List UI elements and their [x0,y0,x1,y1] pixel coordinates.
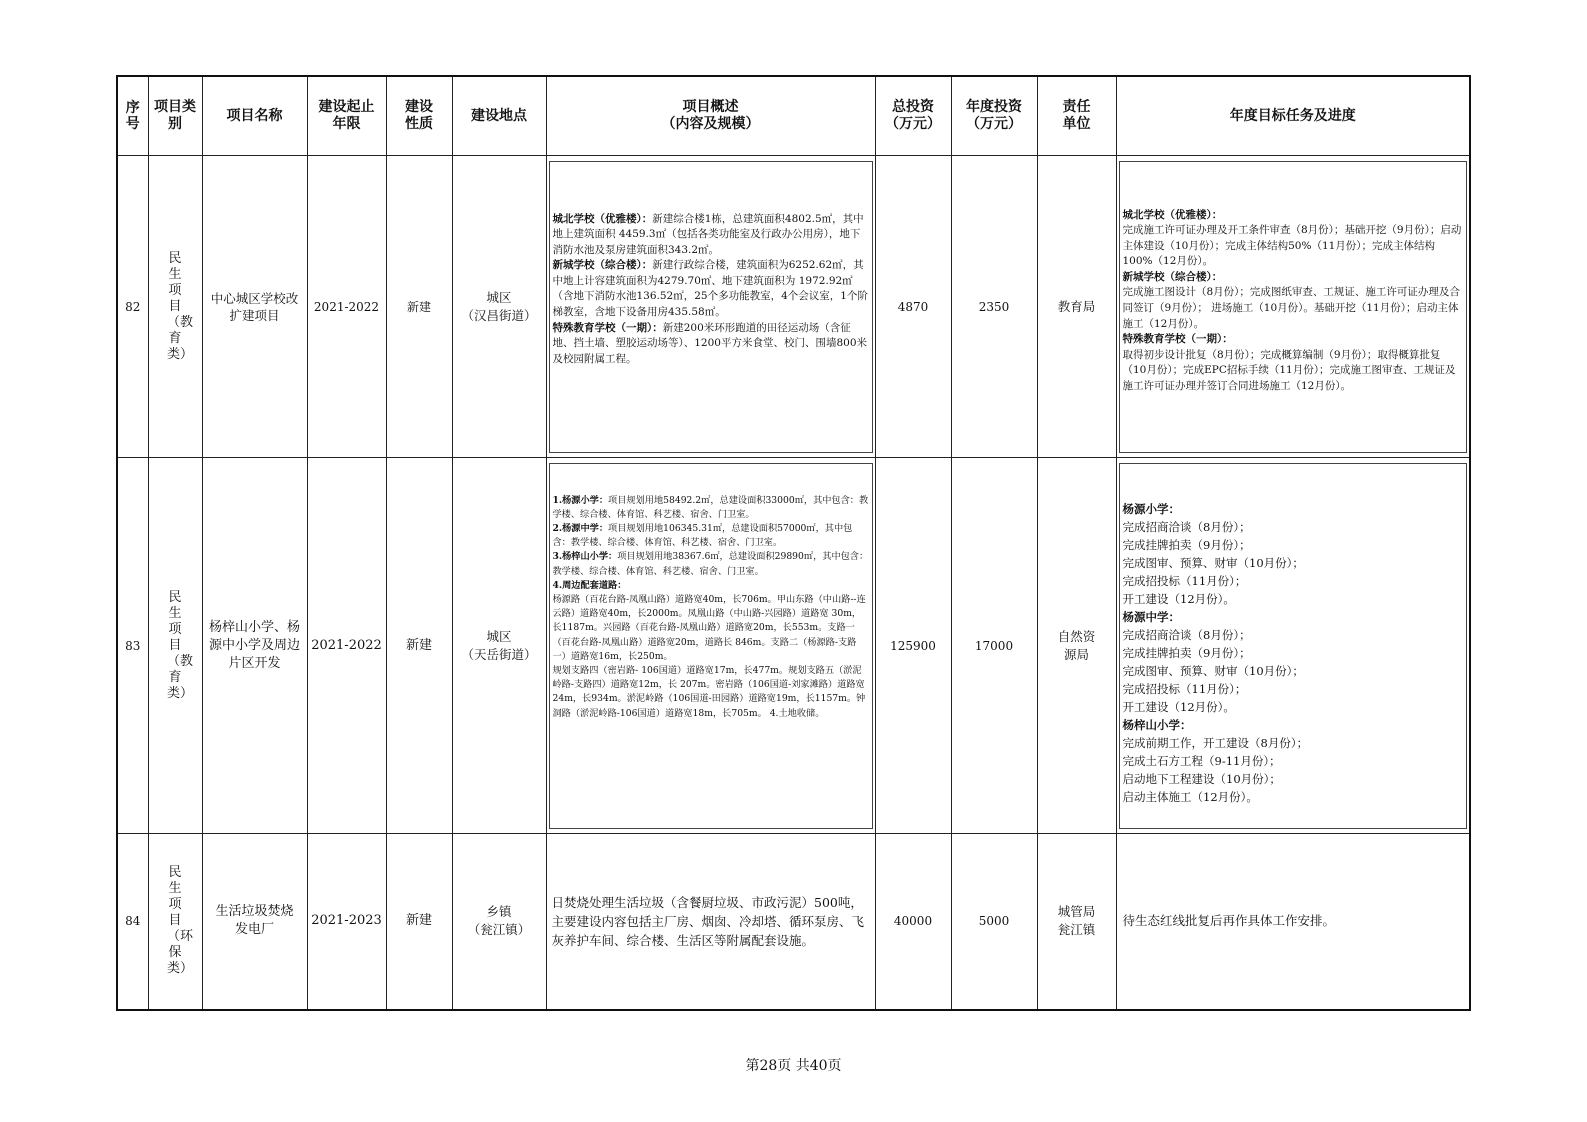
paragraph-text: 完成挂牌拍卖（9月份）； [1122,537,1251,552]
paragraph-text: 完成招投标（11月份）； [1122,573,1247,588]
paragraph-text: 新建200米环形跑道的田径运动场（含征地、挡土墙、塑胶运动场等）、1200平方米食堂、校门、围墙800米及校园附属工程。 [552,321,868,365]
goals-box [1119,161,1468,453]
paragraph [1123,590,1464,608]
location-street: （瓮江镇） [467,922,531,938]
goals-text [1117,912,1470,930]
overview-box [549,161,873,453]
location-area: 城区 [486,289,512,305]
paragraph [1123,270,1464,286]
cell-category: 民生项目（教育类） [148,458,202,834]
cell-location [452,156,546,458]
header-annual-investment-title: 年度投资 [966,99,1022,115]
header-nature: 建设性质 [386,76,452,156]
paragraph [1123,626,1464,644]
cell-category: 民生项目（环保类） [148,834,202,1010]
cell-responsible-unit: 教育局 [1037,156,1116,458]
paragraph-heading: 杨源中学： [1122,609,1180,624]
paragraph-heading: 3.杨梓山小学： [552,551,618,563]
cell-overview [546,834,875,1010]
cell-responsible-unit: 自然资源局 [1037,458,1116,834]
location-area: 城区 [486,628,512,644]
paragraph [1123,662,1464,680]
paragraph [553,593,869,664]
cell-period: 2021-2023 [307,834,386,1010]
header-overview-sub: （内容及规模） [661,116,760,132]
overview-box [549,463,873,829]
paragraph-text: 日焚烧处理生活垃圾（含餐厨垃圾、市政污泥）500吨，主要建设内容包括主厂房、烟囱、冷却塔、循环泵房、飞灰养护车间、综合楼、生活区等附属配套设施。 [551,894,865,948]
cell-period: 2021-2022 [307,156,386,458]
paragraph [1123,770,1464,788]
cell-seq: 83 [117,458,148,834]
overview-text [547,893,875,950]
goals-box [1119,463,1468,829]
paragraph-heading: 城北学校（优雅楼）： [1122,208,1223,221]
paragraph [553,321,869,368]
paragraph-text: 新建综合楼1栋，总建筑面积4802.5㎡，其中地上建筑面积 4459.3㎡（包括各类功能室及行政办公用房），地下消防水池及泵房建筑面积343.2㎡。 [552,212,864,256]
paragraph [1123,285,1464,332]
cell-name: 杨梓山小学、杨源中小学及周边片区开发 [202,458,307,834]
cell-responsible-unit: 城管局瓮江镇 [1037,834,1116,1010]
cell-overview [546,156,875,458]
header-goals: 年度目标任务及进度 [1116,76,1470,156]
cell-location [452,834,546,1010]
paragraph [1123,536,1464,554]
paragraph-text: 项目规划用地58492.2㎡，总建设面积33000㎡，其中包含：教学楼、综合楼、体育馆、科艺楼、宿舍、门卫室。 [552,494,869,520]
cell-annual-investment: 17000 [951,458,1037,834]
cell-overview [546,458,875,834]
cell-total-investment: 4870 [875,156,951,458]
paragraph [553,494,869,522]
paragraph-text: 项目规划用地106345.31㎡，总建设面积57000㎡，其中包含：教学楼、综合楼、体育馆、科艺楼、宿舍、门卫室。 [552,522,853,549]
paragraph [1123,644,1464,662]
paragraph-text: 开工建设（12月份）。 [1122,699,1235,714]
header-seq: 序号 [117,76,148,156]
cell-goals [1116,156,1470,458]
paragraph-heading: 特殊教育学校（一期）： [552,321,663,334]
cell-goals [1116,834,1470,1010]
page-footer: 第28页 共40页 [745,1058,842,1074]
header-category: 项目类别 [148,76,202,156]
header-annual-investment-unit: （万元） [966,116,1022,132]
cell-total-investment: 40000 [875,834,951,1010]
cell-category: 民生项目（教育类） [148,156,202,458]
cell-seq: 84 [117,834,148,1010]
paragraph-heading: 杨源小学： [1122,501,1180,516]
paragraph [1123,332,1464,348]
paragraph [1123,518,1464,536]
location-street: （天岳街道） [461,646,537,662]
paragraph-heading: 2.杨源中学： [552,522,609,534]
paragraph-text: 完成施工许可证办理及开工条件审查（8月份）；基础开挖（9月份）；启动主体建设（10月份）；完成主体结构50%（11月份）；完成主体结构100%（12月份）。 [1122,224,1462,268]
paragraph-heading: 新城学校（综合楼）： [552,259,653,272]
cell-nature: 新建 [386,156,452,458]
paragraph [1123,698,1464,716]
paragraph [1123,223,1464,270]
paragraph [553,212,869,259]
paragraph-text: 完成前期工作，开工建设（8月份）； [1122,735,1309,750]
paragraph-text: 完成挂牌拍卖（9月份）； [1122,645,1251,660]
cell-annual-investment: 5000 [951,834,1037,1010]
cell-total-investment: 125900 [875,458,951,834]
paragraph [1123,788,1464,806]
paragraph [553,579,869,593]
paragraph-text: 完成招商洽谈（8月份）； [1122,519,1251,534]
cell-annual-investment: 2350 [951,156,1037,458]
paragraph-heading: 城北学校（优雅楼）： [552,212,653,225]
cell-nature: 新建 [386,458,452,834]
cell-seq: 82 [117,156,148,458]
paragraph [1123,608,1464,626]
table-header-row [117,76,1470,156]
header-overview [546,76,875,156]
cell-name: 生活垃圾焚烧发电厂 [202,834,307,1010]
table-row [117,156,1470,458]
paragraph-text: 新建行政综合楼，建筑面积为6252.62㎡，其中地上计容建筑面积为4279.70㎡、地下建筑面积为 1972.92㎡（含地下消防水池136.52㎡，25个多功能教室，4个会议室，1个阶梯教室，含地下设备用房435.58㎡。 [552,259,868,319]
header-annual-investment [951,76,1037,156]
paragraph [1123,572,1464,590]
header-responsible-unit: 责任单位 [1037,76,1116,156]
table-row [117,458,1470,834]
paragraph-text: 完成图审、预算、财审（10月份）； [1122,663,1304,678]
paragraph-heading: 特殊教育学校（一期）： [1122,333,1233,346]
paragraph-text: 取得初步设计批复（8月份）；完成概算编制（9月份）；取得概算批复（10月份）；完成EPC招标手续（11月份）；完成施工图审查、工规证及施工许可证办理并签订合同进场施工（12月份）。 [1122,348,1456,393]
paragraph-text: 完成土石方工程（9-11月份）； [1122,753,1281,768]
paragraph-text: 启动主体施工（12月份）。 [1122,789,1258,804]
location-street: （汉昌街道） [461,307,537,323]
paragraph [1123,208,1464,224]
paragraph [553,664,869,721]
paragraph-text: 项目规划用地38367.6㎡，总建设面积29890㎡，其中包含：教学楼、综合楼、体育馆、科艺楼、宿舍、门卫室。 [552,551,869,577]
paragraph-heading: 1.杨源小学： [552,494,609,506]
paragraph [1123,912,1464,930]
header-name: 项目名称 [202,76,307,156]
paragraph [553,550,869,578]
paragraph-text: 规划支路四（密岩路- 106国道）道路宽17m，长477m。规划支路五（淤泥岭路-支路四）道路宽12m，长 207m。密岩路（106国道-刘家滩路）道路宽24m，长934m。淤泥岭路（106国道-田园路）道路宽19m，长1157m。钟洞路（淤泥岭路-106国道）道路宽18m，长705m。 4.土地收储。 [552,664,866,719]
paragraph-text: 完成招投标（11月份）； [1122,681,1247,696]
table-body [117,156,1470,1010]
header-total-investment [875,76,951,156]
header-period: 建设起止年限 [307,76,386,156]
paragraph-heading: 新城学校（综合楼）： [1122,270,1223,283]
paragraph-text: 开工建设（12月份）。 [1122,591,1235,606]
paragraph [1123,554,1464,572]
paragraph-heading: 4.周边配套道路： [552,579,627,591]
paragraph-text: 启动地下工程建设（10月份）； [1122,771,1281,786]
paragraph [1123,734,1464,752]
paragraph-heading: 杨梓山小学： [1122,717,1192,732]
cell-period: 2021-2022 [307,458,386,834]
table-row [117,834,1470,1010]
header-overview-title: 项目概述 [682,99,739,115]
paragraph-text: 待生态红线批复后再作具体工作安排。 [1122,913,1336,929]
cell-name: 中心城区学校改扩建项目 [202,156,307,458]
cell-nature: 新建 [386,834,452,1010]
paragraph-text: 完成图审、预算、财审（10月份）； [1122,555,1304,570]
location-area: 乡镇 [486,904,512,920]
paragraph [1123,680,1464,698]
header-total-investment-unit: （万元） [885,116,941,132]
project-table [116,75,1471,1011]
paragraph-text: 杨源路（百花台路-凤凰山路）道路宽40m，长706m。甲山东路（中山路--连云路）道路宽40m，长2000m。凤凰山路（中山路-兴园路）道路宽 30m，长1187m。兴园路（百花台路-凤凰山路）道路宽20m，长553m。支路一（百花台路-凤凰山路）道路宽20m，道路长 846m。支路二（杨源路-支路一）道路宽16m，长250m。 [552,593,866,662]
header-total-investment-title: 总投资 [892,99,934,115]
paragraph [1123,752,1464,770]
paragraph [1123,348,1464,395]
paragraph [553,522,869,550]
paragraph [553,258,869,320]
paragraph-text: 完成施工图设计（8月份）；完成图纸审查、工规证、施工许可证办理及合同签订（9月份）； 进场施工（10月份）。基础开挖（11月份）；启动主体施工（12月份）。 [1122,286,1460,330]
paragraph [1123,500,1464,518]
paragraph [1123,716,1464,734]
paragraph [552,893,870,950]
cell-goals [1116,458,1470,834]
cell-location [452,458,546,834]
paragraph-text: 完成招商洽谈（8月份）； [1122,627,1251,642]
header-location: 建设地点 [452,76,546,156]
